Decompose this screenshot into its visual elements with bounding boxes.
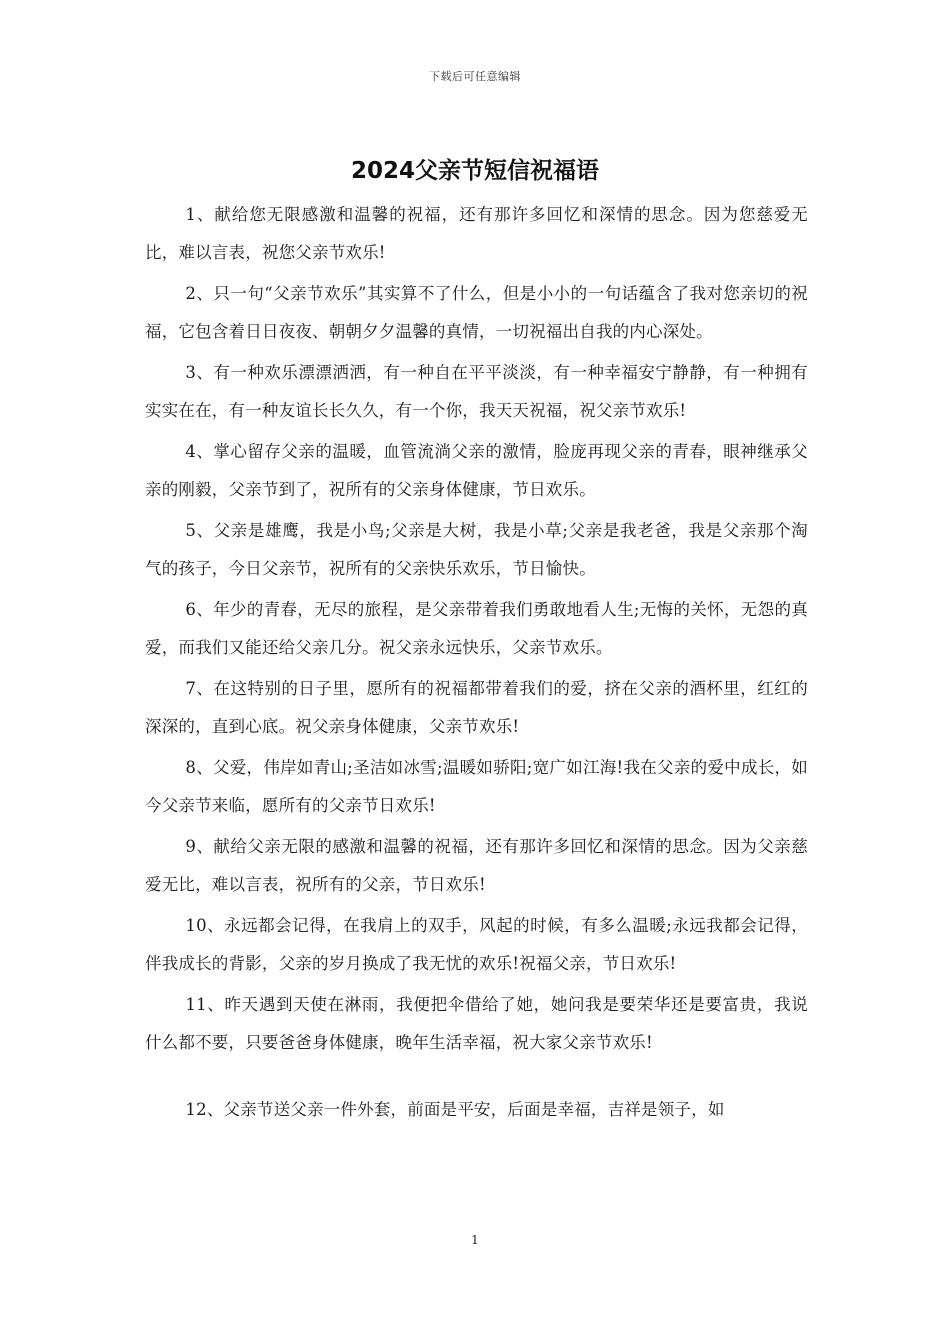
paragraph-5: 5、父亲是雄鹰，我是小鸟;父亲是大树，我是小草;父亲是我老爸，我是父亲那个淘气的孩子，今日父亲节，祝所有的父亲快乐欢乐，节日愉快。 <box>145 521 808 578</box>
document-body <box>145 196 808 1133</box>
paragraph-11: 11、昨天遇到天使在淋雨，我便把伞借给了她，她问我是要荣华还是要富贵，我说什么都不要，只要爸爸身体健康，晚年生活幸福，祝大家父亲节欢乐! <box>145 995 808 1052</box>
page-number: 1 <box>471 1233 479 1247</box>
paragraph-10: 10、永远都会记得，在我肩上的双手，风起的时候，有多么温暖;永远我都会记得，伴我成长的背影，父亲的岁月换成了我无忧的欢乐!祝福父亲，节日欢乐! <box>145 916 808 973</box>
paragraph-1: 1、献给您无限感激和温馨的祝福，还有那许多回忆和深情的思念。因为您慈爱无比，难以言表，祝您父亲节欢乐! <box>145 205 808 262</box>
paragraph-12: 12、父亲节送父亲一件外套，前面是平安，后面是幸福，吉祥是领子，如 <box>185 1100 725 1119</box>
paragraph-4: 4、掌心留存父亲的温暖，血管流淌父亲的激情，脸庞再现父亲的青春，眼神继承父亲的刚毅，父亲节到了，祝所有的父亲身体健康，节日欢乐。 <box>145 442 808 499</box>
paragraph-2: 2、只一句“父亲节欢乐”其实算不了什么，但是小小的一句话蕴含了我对您亲切的祝福，它包含着日日夜夜、朝朝夕夕温馨的真情，一切祝福出自我的内心深处。 <box>145 284 808 341</box>
paragraph-9: 9、献给父亲无限的感激和温馨的祝福，还有那许多回忆和深情的思念。因为父亲慈爱无比，难以言表，祝所有的父亲，节日欢乐! <box>145 837 808 894</box>
document-title: 2024父亲节短信祝福语 <box>350 158 599 184</box>
paragraph-7: 7、在这特别的日子里，愿所有的祝福都带着我们的爱，挤在父亲的酒杯里，红红的深深的，直到心底。祝父亲身体健康，父亲节欢乐! <box>145 679 808 736</box>
paragraph-3: 3、有一种欢乐漂漂洒洒，有一种自在平平淡淡，有一种幸福安宁静静，有一种拥有实实在在，有一种友谊长长久久，有一个你，我天天祝福，祝父亲节欢乐! <box>145 363 808 420</box>
paragraph-8: 8、父爱，伟岸如青山;圣洁如冰雪;温暖如骄阳;宽广如江海!我在父亲的爱中成长，如今父亲节来临，愿所有的父亲节日欢乐! <box>145 758 808 815</box>
header-note: 下载后可任意编辑 <box>429 70 521 83</box>
paragraph-6: 6、年少的青春，无尽的旅程，是父亲带着我们勇敢地看人生;无悔的关怀，无怨的真爱，而我们又能还给父亲几分。祝父亲永远快乐，父亲节欢乐。 <box>145 600 808 657</box>
